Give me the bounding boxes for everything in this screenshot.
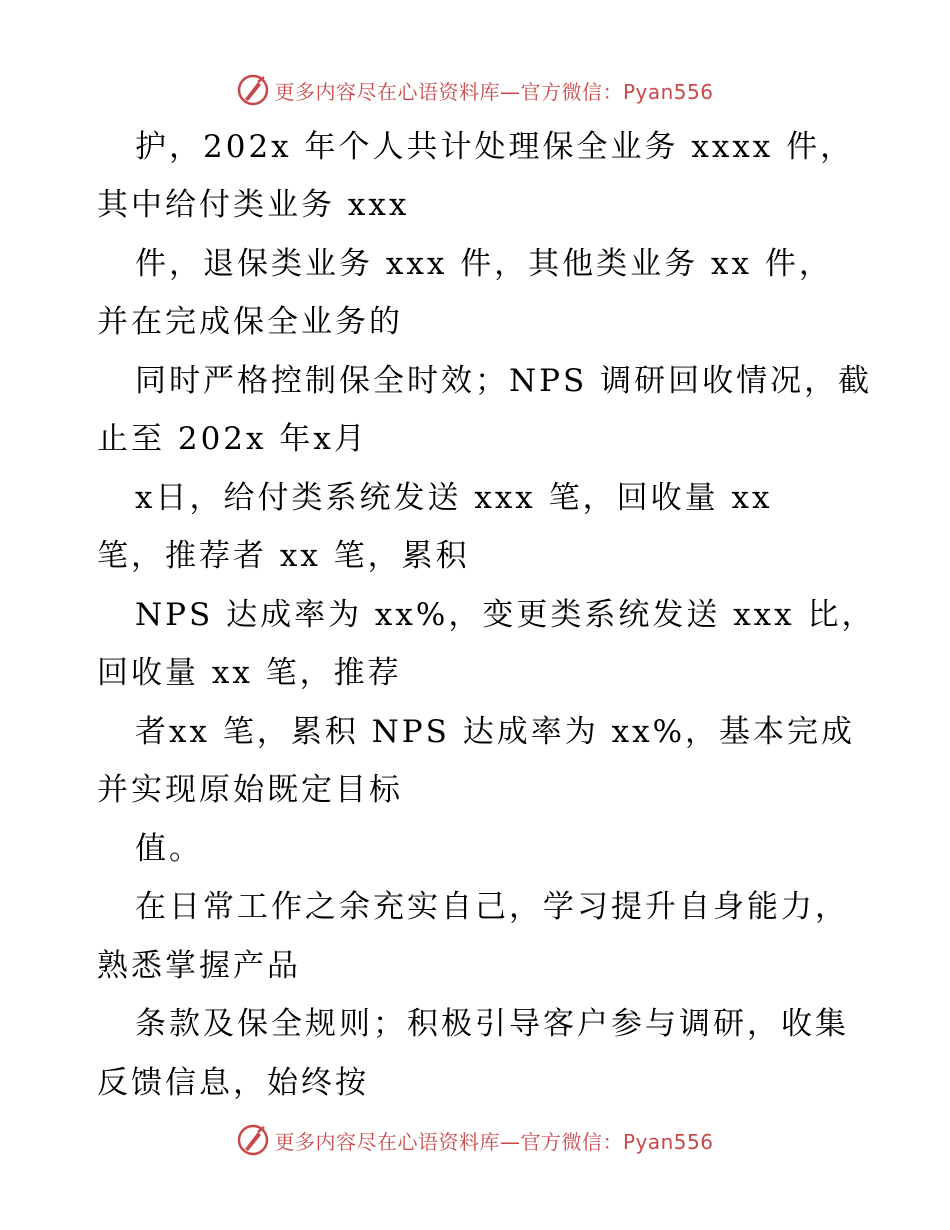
body-line: 在日常工作之余充实自己，学习提升自身能力， [135,889,849,925]
body-line: 护，202x 年个人共计处理保全业务 xxxx 件， [135,129,855,165]
body-line: 笔，推荐者 xx 笔，累积 [97,538,470,574]
body-line: 者xx 笔，累积 NPS 达成率为 xx%，基本完成 [135,714,856,750]
body-line: 并实现原始既定目标 [97,772,403,808]
header-banner [0,70,950,110]
body-line: NPS 达成率为 xx%，变更类系统发送 xxx 比， [135,597,876,633]
quill-logo-icon [236,1123,270,1157]
body-line: 同时严格控制保全时效；NPS 调研回收情况，截 [135,363,873,399]
body-line: 熟悉掌握产品 [97,948,301,984]
body-line: 反馈信息，始终按 [97,1065,369,1101]
body-line: x日，给付类系统发送 xxx 笔，回收量 xx [135,480,773,516]
body-line: 值。 [135,831,203,867]
body-line: 条款及保全规则；积极引导客户参与调研，收集 [135,1006,849,1042]
body-line: 其中给付类业务 xxx [97,187,410,223]
body-line: 件，退保类业务 xxx 件，其他类业务 xx 件， [135,246,833,282]
body-line: 回收量 xx 笔，推荐 [97,655,402,691]
footer-banner [0,1120,950,1160]
body-line: 止至 202x 年x月 [97,421,368,457]
header-banner-text: 更多内容尽在心语资料库—官方微信：Pyan556 [274,79,714,104]
footer-banner-text: 更多内容尽在心语资料库—官方微信：Pyan556 [274,1129,714,1154]
body-line: 并在完成保全业务的 [97,304,403,340]
quill-logo-icon [236,73,270,107]
